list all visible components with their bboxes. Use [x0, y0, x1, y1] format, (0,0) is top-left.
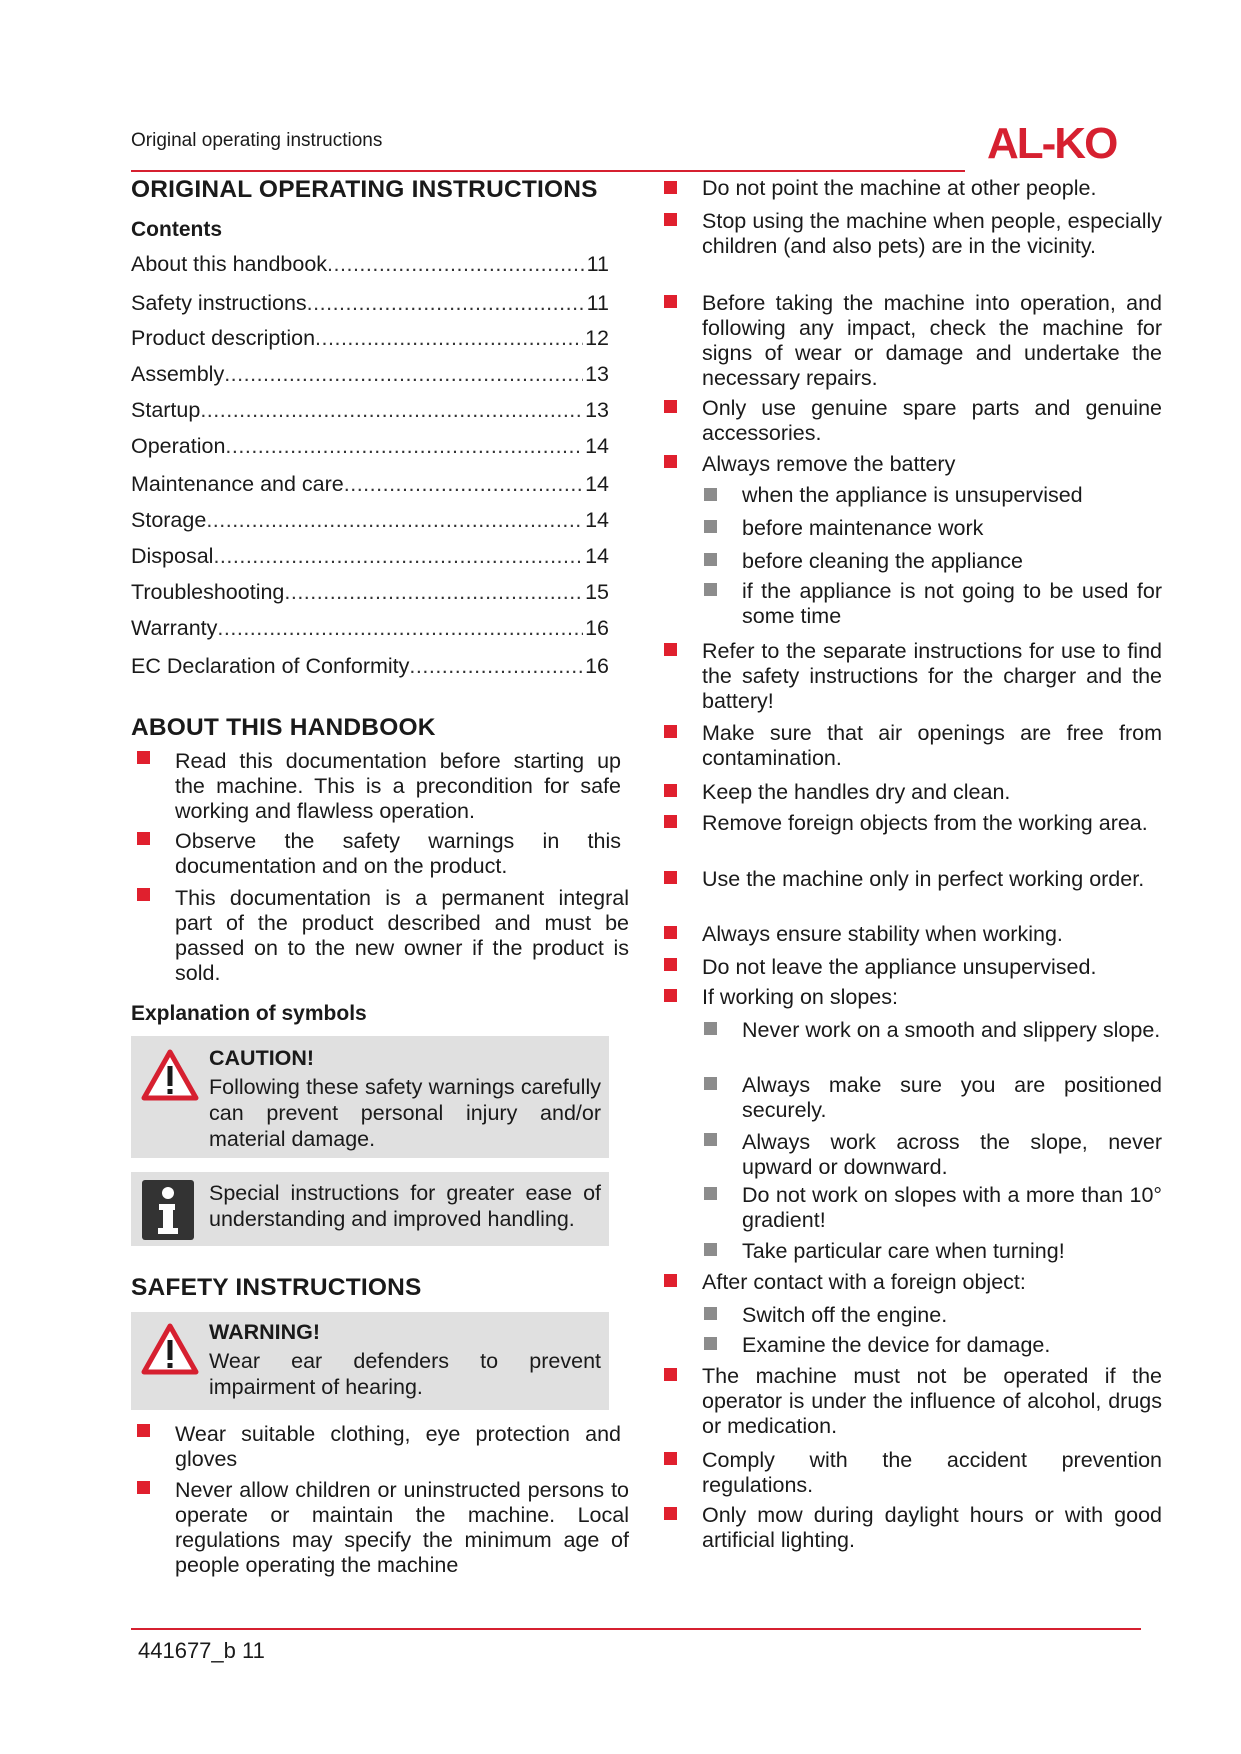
safety-heading: SAFETY INSTRUCTIONS: [131, 1274, 422, 1301]
toc-entry[interactable]: Storage ..... 14: [131, 508, 609, 533]
toc-entry[interactable]: Safety instructions ..... 11: [131, 291, 609, 316]
header-title: Original operating instructions: [131, 130, 383, 151]
toc-entry[interactable]: Assembly ..... 13: [131, 362, 609, 387]
toc-entry[interactable]: Troubleshooting ..... 15: [131, 580, 609, 605]
bullet-icon: [664, 400, 677, 413]
contents-heading: Contents: [131, 218, 222, 241]
list-item: Only mow during daylight hours or with good artificial lighting.: [702, 1503, 1162, 1552]
list-item: Observe the safety warnings in this documentation and on the product.: [175, 829, 621, 878]
info-box: [131, 1172, 609, 1246]
sub-bullet-icon: [704, 488, 717, 501]
list-item: Stop using the machine when people, especially children (and also pets) are in the vicinity.: [702, 209, 1162, 258]
footer-rule: [131, 1628, 1141, 1630]
sub-bullet-icon: [704, 1243, 717, 1256]
toc-entry[interactable]: Warranty ..... 16: [131, 616, 609, 641]
logo-text: AL-KO: [987, 119, 1117, 164]
bullet-icon: [664, 1274, 677, 1287]
list-item: Always make sure you are positioned securely.: [742, 1073, 1162, 1122]
list-item: Do not leave the appliance unsupervised.: [702, 955, 1097, 979]
list-item: if the appliance is not going to be used for some time: [742, 579, 1162, 628]
sub-bullet-icon: [704, 1307, 717, 1320]
bullet-icon: [664, 643, 677, 656]
list-item: Read this documentation before starting up the machine. This is a precondition for safe working and flawless operation.: [175, 749, 621, 823]
bullet-icon: [664, 815, 677, 828]
bullet-icon: [137, 888, 150, 901]
caution-text: Following these safety warnings carefully can prevent personal injury and/or material damage.: [209, 1075, 601, 1151]
alko-logo: [985, 118, 1145, 164]
bullet-icon: [664, 871, 677, 884]
sub-bullet-icon: [704, 520, 717, 533]
list-item: Before taking the machine into operation, and following any impact, check the machine for signs of wear or damage and undertake the necessary repairs.: [702, 291, 1162, 390]
header-rule: [131, 170, 965, 172]
list-item: Always ensure stability when working.: [702, 922, 1063, 946]
list-item: Always remove the battery: [702, 452, 956, 476]
sub-bullet-icon: [704, 1187, 717, 1200]
toc-entry[interactable]: Startup ..... 13: [131, 398, 609, 423]
list-item: Comply with the accident prevention regulations.: [702, 1448, 1162, 1497]
bullet-icon: [664, 1368, 677, 1381]
list-item: Wear suitable clothing, eye protection and gloves: [175, 1422, 621, 1471]
bullet-icon: [664, 926, 677, 939]
list-item: before cleaning the appliance: [742, 549, 1023, 573]
caution-box: [131, 1036, 609, 1158]
bullet-icon: [664, 295, 677, 308]
list-item: Never work on a smooth and slippery slope.: [742, 1018, 1161, 1042]
warning-box: [131, 1312, 609, 1410]
list-item: After contact with a foreign object:: [702, 1270, 1026, 1294]
list-item: Do not work on slopes with a more than 10° gradient!: [742, 1183, 1162, 1232]
list-item: Remove foreign objects from the working area.: [702, 811, 1148, 835]
list-item: This documentation is a permanent integral part of the product described and must be passed on to the new owner if the product is sold.: [175, 886, 629, 985]
bullet-icon: [664, 213, 677, 226]
bullet-icon: [664, 958, 677, 971]
page-footer: 441677_b 11: [138, 1638, 265, 1663]
list-item: Take particular care when turning!: [742, 1239, 1065, 1263]
list-item: Do not point the machine at other people.: [702, 176, 1097, 200]
info-text: Special instructions for greater ease of understanding and improved handling.: [209, 1181, 601, 1231]
list-item: Switch off the engine.: [742, 1303, 948, 1327]
symbols-heading: Explanation of symbols: [131, 1002, 367, 1025]
sub-bullet-icon: [704, 1077, 717, 1090]
sub-bullet-icon: [704, 553, 717, 566]
toc-entry[interactable]: Disposal ..... 14: [131, 544, 609, 569]
list-item: The machine must not be operated if the operator is under the influence of alcohol, drugs or medication.: [702, 1364, 1162, 1438]
sub-bullet-icon: [704, 1022, 717, 1035]
bullet-icon: [137, 1424, 150, 1437]
toc-entry[interactable]: Operation ..... 14: [131, 434, 609, 459]
sub-bullet-icon: [704, 583, 717, 596]
caution-title: CAUTION!: [209, 1046, 315, 1070]
bullet-icon: [664, 989, 677, 1002]
bullet-icon: [664, 725, 677, 738]
list-item: Only use genuine spare parts and genuine accessories.: [702, 396, 1162, 445]
list-item: Refer to the separate instructions for use to find the safety instructions for the charger and the battery!: [702, 639, 1162, 713]
warning-text: Wear ear defenders to prevent impairment of hearing.: [209, 1349, 601, 1399]
toc-entry[interactable]: About this handbook ..... 11: [131, 252, 609, 277]
bullet-icon: [664, 1452, 677, 1465]
list-item: Never allow children or uninstructed persons to operate or maintain the machine. Local regulations may specify the minimum age of people operating the machine: [175, 1478, 629, 1577]
main-heading: ORIGINAL OPERATING INSTRUCTIONS: [131, 176, 598, 203]
list-item: Examine the device for damage.: [742, 1333, 1051, 1357]
bullet-icon: [137, 832, 150, 845]
info-icon: [142, 1180, 194, 1240]
warning-triangle-icon: [140, 1048, 200, 1102]
toc-entry[interactable]: EC Declaration of Conformity ..... 16: [131, 654, 609, 679]
bullet-icon: [137, 1481, 150, 1494]
toc-entry[interactable]: Maintenance and care ..... 14: [131, 472, 609, 497]
about-heading: ABOUT THIS HANDBOOK: [131, 714, 436, 741]
list-item: Use the machine only in perfect working order.: [702, 867, 1145, 891]
bullet-icon: [664, 181, 677, 194]
bullet-icon: [664, 455, 677, 468]
bullet-icon: [137, 751, 150, 764]
list-item: Make sure that air openings are free from contamination.: [702, 721, 1162, 770]
bullet-icon: [664, 784, 677, 797]
list-item: Keep the handles dry and clean.: [702, 780, 1011, 804]
sub-bullet-icon: [704, 1133, 717, 1146]
warning-triangle-icon: [140, 1322, 200, 1376]
sub-bullet-icon: [704, 1337, 717, 1350]
list-item: If working on slopes:: [702, 985, 898, 1009]
warning-title: WARNING!: [209, 1320, 321, 1344]
list-item: when the appliance is unsupervised: [742, 483, 1083, 507]
list-item: Always work across the slope, never upward or downward.: [742, 1130, 1162, 1179]
list-item: before maintenance work: [742, 516, 984, 540]
bullet-icon: [664, 1507, 677, 1520]
toc-entry[interactable]: Product description ..... 12: [131, 326, 609, 351]
